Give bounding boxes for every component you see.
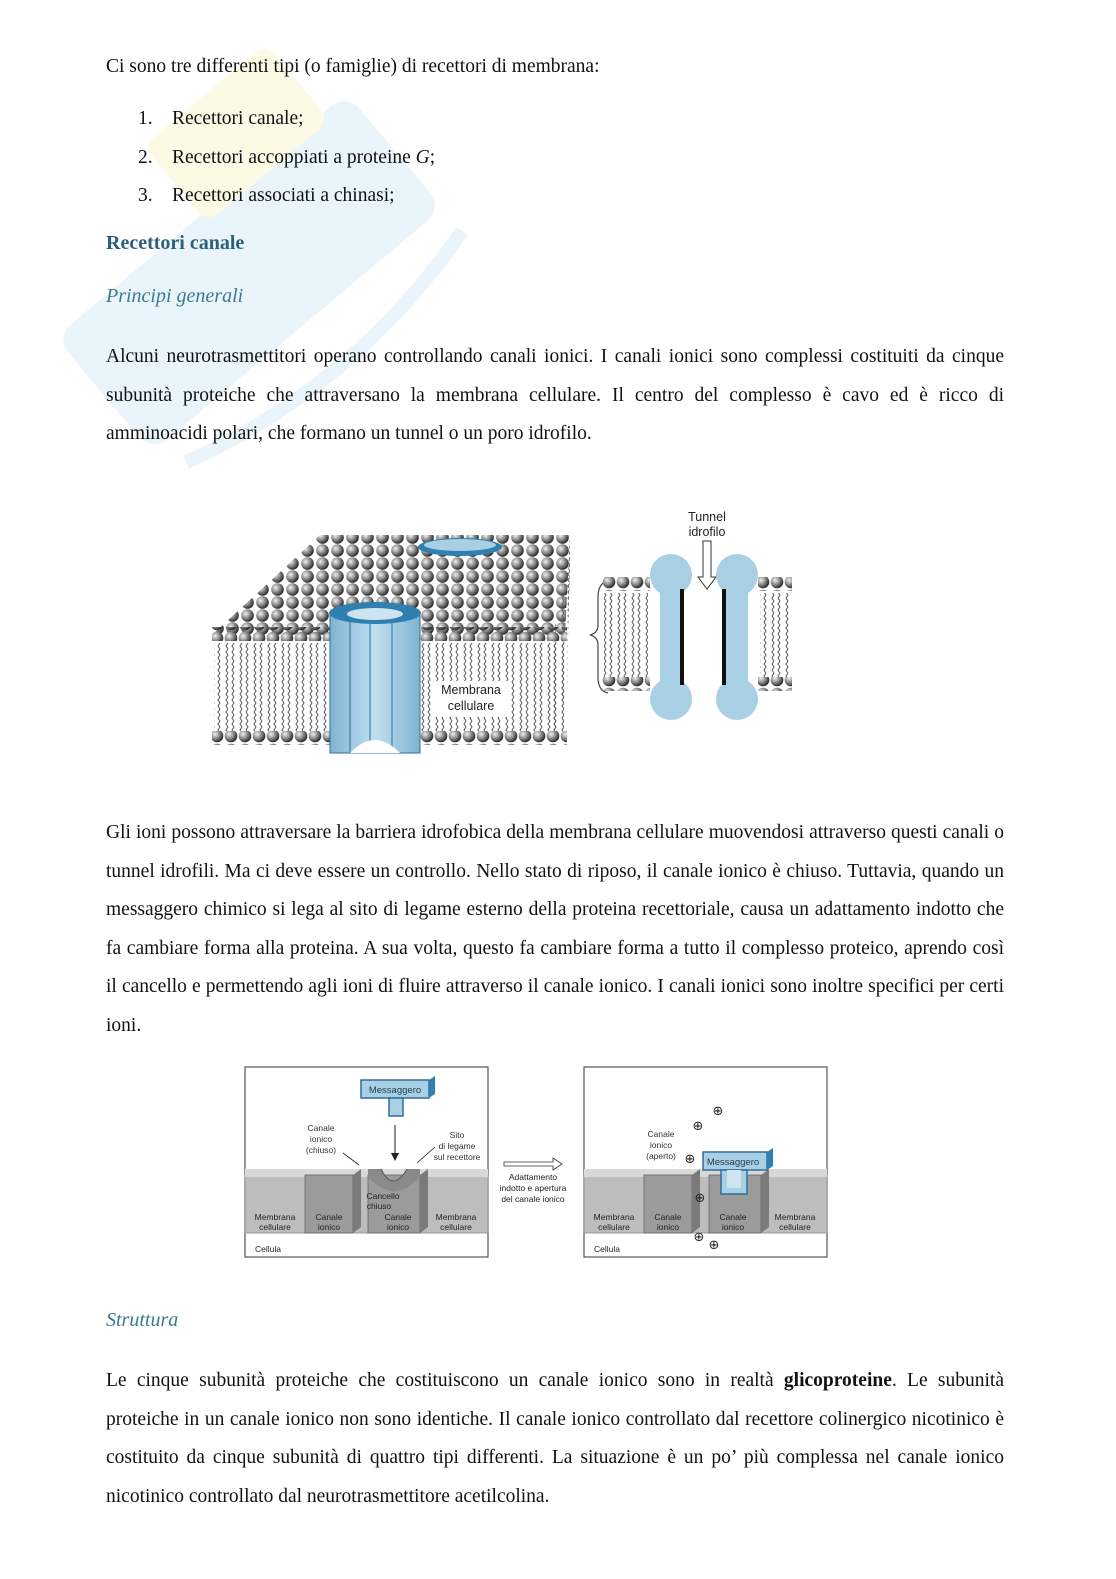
binding-site-label: di legame — [438, 1141, 476, 1151]
ion-plus: ⊕ — [692, 1118, 704, 1133]
list-number: 3. — [138, 185, 153, 207]
ion-channel-label: ionico — [721, 1222, 745, 1232]
membrane-label: cellulare — [259, 1222, 291, 1232]
membrane-label: Membrana — [441, 683, 501, 697]
paragraph-3-bold: glicoproteine — [783, 1370, 892, 1391]
ion-channel-label: ionico — [386, 1222, 410, 1232]
paragraph-1: Alcuni neurotrasmettitori operano controllando canali ionici. I canali ionici sono complessi costituiti da cinque subunità proteiche che attraversano la membrana cellulare. Il centro del complesso è cavo ed è ricco di amminoacidi polari, che formano un tunnel o un poro idrofilo. — [106, 346, 1004, 445]
arrow-caption: indotto e apertura — [499, 1183, 567, 1193]
paragraph-2: Gli ioni possono attraversare la barriera idrofobica della membrana cellulare muovendosi attraverso questi canali o tunnel idrofili. Ma ci deve essere un controllo. Nello stato di riposo, il canale ionico è chiuso. Tuttavia, quando un messaggero chimico si lega al sito di legame esterno della proteina recettoriale, causa un adattamento indotto che fa cambiare forma alla proteina. A sua volta, questo fa cambiare forma a tutto il complesso proteico, aprendo così il cancello e permettendo agli ioni di fluire attraverso il canale ionico. I canali ionici sono inoltre specifici per certi ioni. — [106, 822, 1004, 1036]
list-item — [138, 100, 435, 139]
membrane-label: cellulare — [598, 1222, 630, 1232]
tunnel-label: idrofilo — [688, 525, 726, 539]
messenger-label: Messaggero — [368, 1085, 422, 1096]
ion-plus: ⊕ — [693, 1229, 705, 1244]
gate-label: chiuso — [366, 1201, 392, 1211]
cell-label: Cellula — [255, 1244, 281, 1254]
list-item-text-end: ; — [429, 146, 436, 168]
arrow-caption: del canale ionico — [501, 1194, 565, 1204]
ion-plus: ⊕ — [694, 1190, 706, 1205]
open-channel-label: (aperto) — [646, 1151, 676, 1161]
membrane-label: Membrana — [593, 1212, 635, 1222]
list-item-text: Recettori accoppiati a proteine — [172, 146, 416, 168]
open-channel-label: ionico — [649, 1140, 673, 1150]
list-item — [138, 177, 435, 216]
arrow-caption: Adattamento — [508, 1172, 558, 1182]
subheading-general: Principi generali — [106, 285, 244, 307]
tunnel-label: Tunnel — [688, 510, 726, 524]
gate-label: Cancello — [366, 1191, 400, 1201]
membrane-label: cellulare — [440, 1222, 472, 1232]
ion-plus: ⊕ — [684, 1151, 696, 1166]
list-number: 1. — [138, 108, 153, 129]
membrane-label: Membrana — [774, 1212, 816, 1222]
ion-plus: ⊕ — [712, 1103, 724, 1118]
ion-channel-gating-figure — [243, 1065, 833, 1260]
list-item-italic: G — [415, 146, 430, 168]
list-item-text: Recettori associati a chinasi; — [172, 185, 395, 207]
ion-plus: ⊕ — [708, 1237, 720, 1252]
binding-site-label: sul recettore — [433, 1152, 481, 1162]
messenger-label: Messaggero — [706, 1157, 760, 1168]
paragraph-3 — [106, 1362, 1004, 1516]
section-heading: Recettori canale — [106, 232, 245, 254]
closed-channel-label: Canale — [307, 1123, 335, 1133]
ion-channel-label: Canale — [384, 1212, 412, 1222]
ion-channel-label: Canale — [719, 1212, 747, 1222]
membrane-label: cellulare — [779, 1222, 811, 1232]
membrane-label: cellulare — [447, 699, 495, 713]
binding-site-label: Sito — [449, 1130, 465, 1140]
ion-channel-label: ionico — [656, 1222, 680, 1232]
open-channel-label: Canale — [647, 1129, 675, 1139]
membrane-label: Membrana — [435, 1212, 477, 1222]
cell-label: Cellula — [594, 1244, 620, 1254]
list-item — [138, 139, 435, 178]
intro-text: Ci sono tre differenti tipi (o famiglie) di recettori di membrana: — [106, 56, 600, 77]
membrane-channel-figure — [210, 505, 800, 770]
receptor-types-list — [138, 100, 435, 216]
paragraph-3-text-end: . Le subunità proteiche in un canale ionico non sono identiche. Il canale ionico controllato dal recettore colinergico nicotinico è costituito da cinque subunità di quattro tipi differenti. La situazione è un po’ più complessa nel canale ionico nicotinico controllato dal neurotrasmettitore acetilcolina. — [106, 1370, 1004, 1507]
subheading-structure: Struttura — [106, 1309, 179, 1331]
closed-channel-label: (chiuso) — [305, 1145, 337, 1155]
ion-channel-label: Canale — [654, 1212, 682, 1222]
ion-channel-label: ionico — [317, 1222, 341, 1232]
paragraph-3-text: Le cinque subunità proteiche che costituiscono un canale ionico sono in realtà — [106, 1370, 784, 1391]
list-item-text: Recettori canale; — [172, 108, 304, 129]
membrane-label: Membrana — [254, 1212, 296, 1222]
closed-channel-label: ionico — [309, 1134, 333, 1144]
list-number: 2. — [138, 146, 153, 168]
ion-channel-label: Canale — [315, 1212, 343, 1222]
